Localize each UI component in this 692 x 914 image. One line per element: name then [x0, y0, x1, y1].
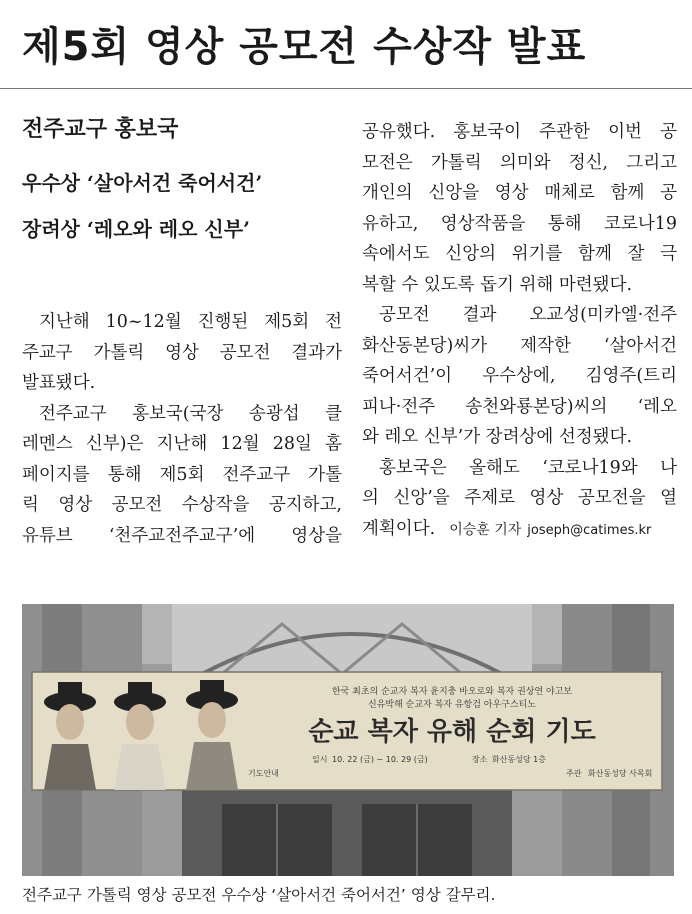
photo-caption: 전주교구 가톨릭 영상 공모전 우수상 ‘살아서건 죽어서건’ 영상 갈무리. [22, 886, 496, 904]
subhead-first-prize: 우수상 ‘살아서건 죽어서건’ [22, 171, 263, 195]
body-line: 개인의 신앙을 영상 매체로 함께 공 [362, 183, 677, 203]
body-line: 유튜브 ‘천주교전주교구’에 영상을 [22, 525, 342, 546]
body-line: 와 레오 신부’가 장려상에 선정됐다. [362, 427, 633, 447]
body-line: 공모전 결과 오교성(미카엘·전주 [379, 305, 677, 325]
byline [449, 522, 651, 538]
banner-prayer-label: 기도안내 [248, 769, 279, 778]
banner-place-label: 장소 [472, 755, 488, 764]
banner-date-label: 일시 [312, 755, 328, 764]
body-line: 유하고, 영상작품을 통해 코로나19 [362, 213, 677, 234]
body-line: 전주교구 홍보국(국장 송광섭 클 [39, 403, 342, 424]
body-line: 레멘스 신부)은 지난해 12월 28일 홈 [22, 434, 342, 454]
banner-host-label: 주관 [566, 769, 582, 778]
body-line: 주교구 가톨릭 영상 공모전 결과가 [22, 342, 342, 363]
body-line: 피나·전주 송천와룡본당)씨의 ‘레오 [362, 396, 677, 417]
body-line: 공유했다. 홍보국이 주관한 이번 공 [362, 122, 677, 142]
article-header [22, 110, 342, 252]
headline-rule [0, 88, 692, 89]
body-line: 속에서도 신앙의 위기를 함께 잘 극 [362, 244, 677, 264]
article-photo [22, 604, 674, 876]
banner-date: 10. 22 (금) ~ 10. 29 (금) [332, 755, 428, 764]
banner-place: 화산동성당 1층 [492, 755, 547, 764]
banner [32, 672, 662, 790]
body-line: 죽어서건’이 우수상에, 김영주(트리 [362, 366, 677, 386]
body-line: 모전은 가톨릭 의미와 정신, 그리고 [362, 152, 677, 173]
body-line: 페이지를 통해 제5회 전주교구 가톨 [22, 464, 342, 485]
reporter-email: joseph@catimes.kr [527, 522, 652, 538]
body-line: 의 신앙’을 주제로 영상 공모전을 열 [362, 488, 677, 508]
right-column-body [362, 117, 677, 546]
banner-top-line-2: 신유박해 순교자 복자 유항검 아우구스티노 [368, 700, 536, 710]
body-line: 발표됐다. [22, 373, 96, 393]
banner-title: 순교 복자 유해 순회 기도 [308, 717, 596, 747]
banner-host: 화산동성당 사목회 [588, 769, 653, 778]
body-line: 지난해 10~12월 진행된 제5회 전 [39, 312, 342, 332]
body-line: 릭 영상 공모전 수상작을 공지하고, [22, 495, 342, 515]
left-column-body [22, 307, 342, 551]
subhead-second-prize: 장려상 ‘레오와 레오 신부’ [22, 217, 251, 241]
department-label: 전주교구 홍보국 [22, 117, 179, 142]
body-line: 복할 수 있도록 돕기 위해 마련됐다. [362, 274, 633, 295]
reporter-name: 이승훈 기자 [449, 521, 522, 538]
body-line-with-byline: 계획이다. 이승훈 기자 joseph@catimes.kr [362, 518, 652, 539]
headline: 제5회 영상 공모전 수상작 발표 [22, 24, 587, 70]
body-line: 홍보국은 올해도 ‘코로나19와 나 [379, 457, 677, 478]
banner-top-line: 한국 최초의 순교자 복자 윤지충 바오로와 복자 권상연 야고보 [331, 687, 573, 697]
body-line: 화산동본당)씨가 제작한 ‘살아서건 [362, 335, 677, 356]
